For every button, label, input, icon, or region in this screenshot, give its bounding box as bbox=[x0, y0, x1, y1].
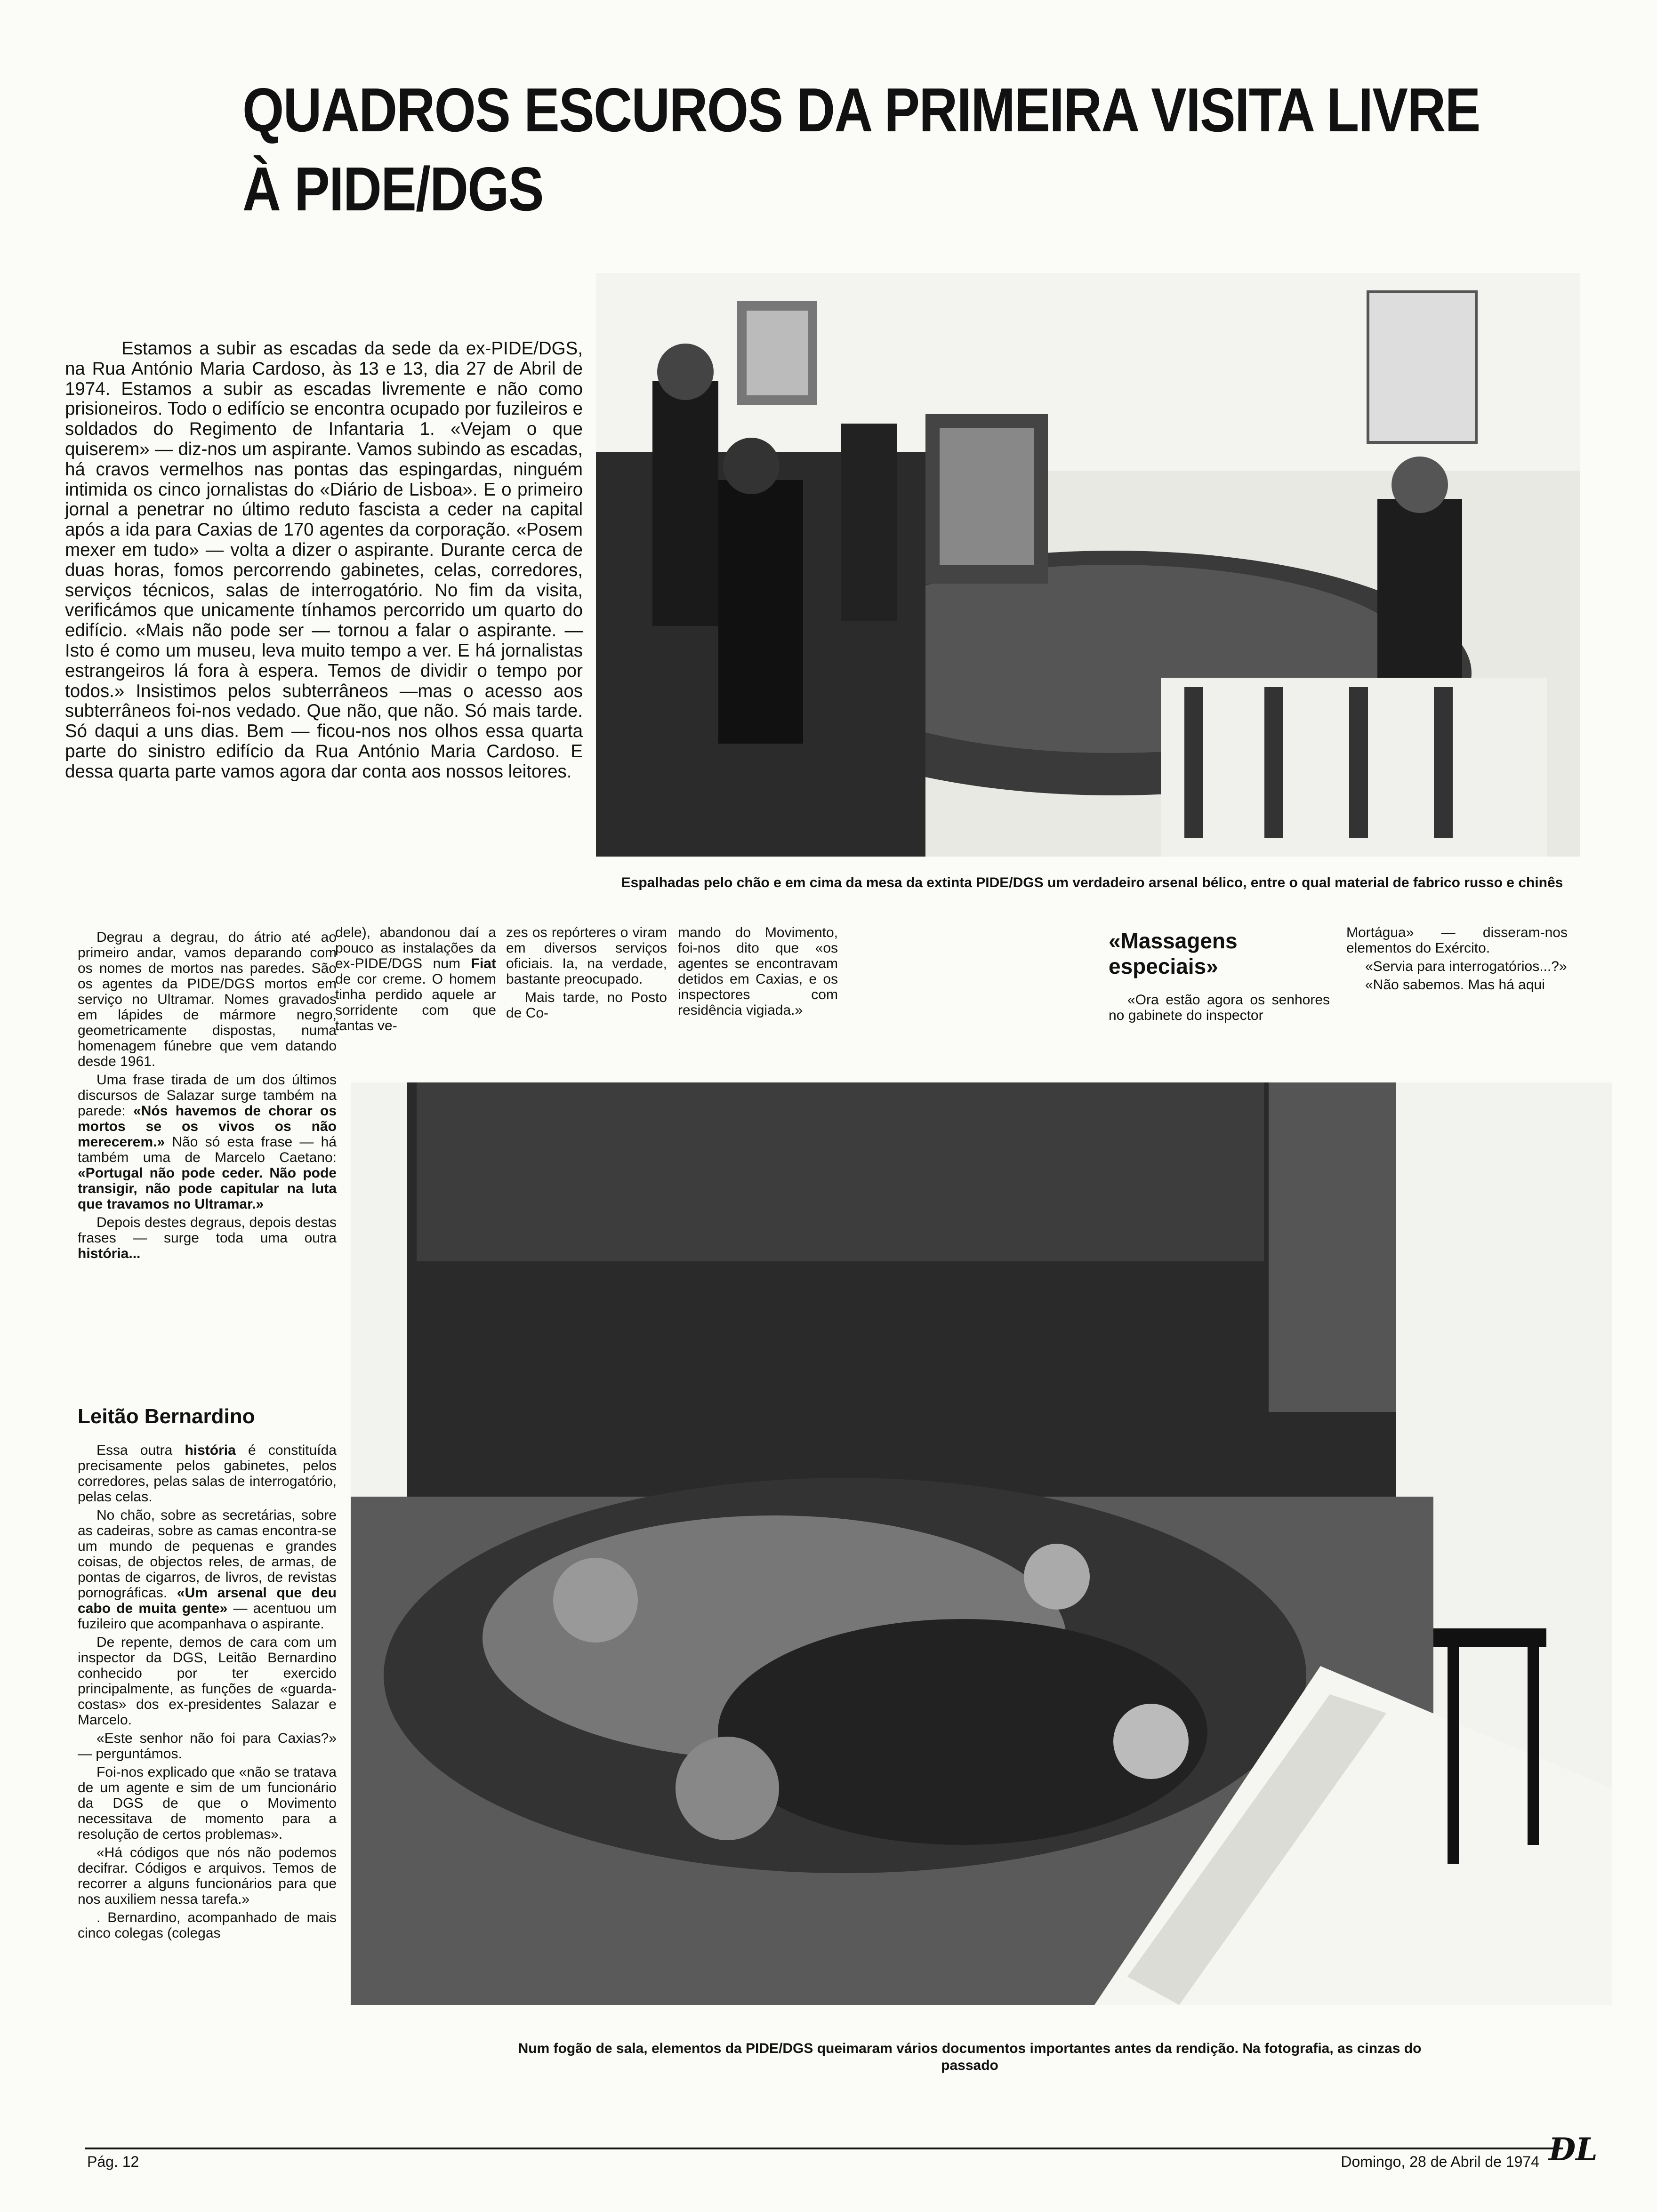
text-run: Depois destes degraus, depois destas frases — surge toda uma outra bbox=[78, 1215, 337, 1246]
column-2 bbox=[335, 925, 496, 1036]
paragraph: Mais tarde, no Posto de Co- bbox=[506, 990, 667, 1021]
paragraph: Mortágua» — disseram-nos elementos do Exército. bbox=[1346, 925, 1568, 956]
paragraph: «Há códigos que nós não podemos decifrar. Códigos e arquivos. Temos de recorrer a alguns funcionários para que nos auxiliem nessa tarefa.» bbox=[78, 1845, 337, 1907]
photo-fireplace-graphic bbox=[351, 1082, 1612, 2005]
lead-paragraph bbox=[65, 339, 583, 782]
paragraph: «Ora estão agora os senhores no gabinete do inspector bbox=[1109, 992, 1330, 1023]
paragraph: zes os repórteres o viram em diversos serviços oficiais. Ia, na verdade, bastante preocupado. bbox=[506, 925, 667, 987]
paragraph: «Servia para interrogatórios...?» bbox=[1365, 959, 1567, 974]
issue-date: Domingo, 28 de Abril de 1974 bbox=[1341, 2153, 1539, 2170]
quote-salazar: «Nós havemos de chorar os mortos se os vivos os não merecerem.» bbox=[78, 1103, 337, 1150]
headline-line2: À PIDE/DGS bbox=[242, 154, 543, 224]
text-run: No chão, sobre as secretárias, sobre as cadeiras, sobre as camas encontra-se um mundo de pequenas e grandes coisas, de objectos reles, de armas, de pontas de cigarros, de livros, de revistas pornográficas. bbox=[78, 1507, 337, 1601]
text-run: de cor creme. O homem tinha perdido aquele ar sorridente com que tantas ve- bbox=[335, 971, 496, 1034]
footer-rule bbox=[85, 2148, 1563, 2149]
photo-fireplace-ashes bbox=[351, 1082, 1612, 2005]
column-4 bbox=[678, 925, 838, 1021]
text-run: Uma frase tirada de um dos últimos discursos de Salazar surge também na parede: bbox=[78, 1072, 337, 1119]
page-number: Pág. 12 bbox=[87, 2153, 139, 2170]
photo-arsenal-graphic bbox=[596, 273, 1580, 857]
text-run-bold: Fiat bbox=[471, 956, 496, 971]
text-run-bold: história... bbox=[78, 1246, 141, 1261]
column-5 bbox=[1109, 992, 1330, 1026]
column-1-continued bbox=[78, 1443, 337, 1944]
paragraph bbox=[78, 1443, 337, 1505]
paragraph: «Este senhor não foi para Caxias?» — perguntámos. bbox=[78, 1731, 337, 1762]
lead-text: Estamos a subir as escadas da sede da ex-PIDE/DGS, na Rua António Maria Cardoso, às 13 e 13, dia 27 de Abril de 1974. Estamos a subir as escadas livremente e não como prisioneiros. Todo o edifício se encontra ocupado por fuzileiros e soldados do Regimento de Infantaria 1. «Vejam o que quiserem» — diz-nos um aspirante. Vamos subindo as escadas, há cravos vermelhos nas pontas das espingardas, ninguém intimida os cinco jornalistas do «Diário de Lisboa». E o primeiro jornal a penetrar no último reduto fascista a ceder na capital após a ida para Caxias de 170 agentes da corporação. «Posem mexer em tudo» — volta a dizer o aspirante. Durante cerca de duas horas, fomos percorrendo gabinetes, celas, corredores, serviços técnicos, salas de interrogatório. No fim da visita, verificámos que unicamente tínhamos percorrido um quarto do edifício. «Mais não pode ser — tornou a falar o aspirante. — Isto é como um museu, leva muito tempo a ver. E há jornalistas estrangeiros lá fora à espera. Temos de dividir o tempo por todos.» Insistimos pelos subterrâneos —mas o acesso aos subterrâneos foi-nos vedado. Que não, que não. Só mais tarde. Só daqui a uns dias. Bem — ficou-nos nos olhos essa quarta parte do sinistro edifício da Rua António Maria Cardoso. E dessa quarta parte vamos agora dar conta aos nossos leitores. bbox=[65, 338, 583, 782]
paragraph: . Bernardino, acompanhado de mais cinco colegas (colegas bbox=[78, 1910, 337, 1941]
paragraph: mando do Movimento, foi-nos dito que «os agentes se encontravam detidos em Caxias, e os inspectores com residência vigiada.» bbox=[678, 925, 838, 1018]
text-run: Não só esta frase — há também uma de Marcelo Caetano: bbox=[78, 1134, 337, 1165]
text-run: — acentuou um fuzileiro que acompanhava o aspirante. bbox=[78, 1601, 337, 1632]
paragraph bbox=[78, 1507, 337, 1632]
paragraph: De repente, demos de cara com um inspector da DGS, Leitão Bernardino conhecido por ter exercido principalmente, as funções de «guarda-costas» dos ex-presidentes Salazar e Marcelo. bbox=[78, 1635, 337, 1728]
newspaper-logo: DL bbox=[1549, 2131, 1598, 2168]
subheading-leitao-bernardino: Leitão Bernardino bbox=[78, 1405, 255, 1428]
text-run: dele), abandonou daí a pouco as instalações da ex-PIDE/DGS num bbox=[335, 925, 496, 971]
column-6 bbox=[1346, 925, 1568, 995]
text-run: Essa outra bbox=[97, 1443, 173, 1458]
photo-fireplace-caption: Num fogão de sala, elementos da PIDE/DGS queimaram vários documentos importantes antes da rendição. Na fotografia, as cinzas do passado bbox=[518, 2041, 1422, 2073]
photo-arsenal bbox=[596, 273, 1580, 857]
headline-line1: QUADROS ESCUROS DA PRIMEIRA VISITA LIVRE bbox=[242, 75, 1480, 144]
quote-arsenal: «Um arsenal que deu cabo de muita gente» bbox=[78, 1585, 337, 1616]
paragraph bbox=[78, 1072, 337, 1212]
text-run-bold: história bbox=[185, 1443, 236, 1458]
headline bbox=[242, 71, 1480, 229]
paragraph bbox=[78, 1215, 337, 1261]
paragraph: «Não sabemos. Mas há aqui bbox=[1365, 977, 1545, 993]
column-3 bbox=[506, 925, 667, 1024]
paragraph: Foi-nos explicado que «não se tratava de um agente e sim de um funcionário da DGS de que o Movimento necessitava de momento para a resolução de certos problemas». bbox=[78, 1764, 337, 1842]
subheading-massagens-especiais: «Massagens especiais» bbox=[1109, 929, 1238, 978]
photo-arsenal-caption: Espalhadas pelo chão e em cima da mesa da extinta PIDE/DGS um verdadeiro arsenal bélico, entre o qual material de fabrico russo e chinês bbox=[621, 875, 1563, 890]
text-run: é constituída precisamente pelos gabinetes, pelos corredores, pelas salas de interrogatório, pelas celas. bbox=[78, 1443, 337, 1505]
paragraph bbox=[335, 925, 496, 1034]
paragraph: Degrau a degrau, do átrio até ao primeiro andar, vamos deparando com os nomes de mortos nas paredes. São os agentes da PIDE/DGS mortos em serviço no Ultramar. Nomes gravados em lápides de mármore negro, geometricamente dispostas, numa homenagem fúnebre que vem datando desde 1961. bbox=[78, 930, 337, 1069]
column-1 bbox=[78, 930, 337, 1264]
quote-caetano: «Portugal não pode ceder. Não pode transigir, não pode capitular na luta que travamos no Ultramar.» bbox=[78, 1165, 337, 1212]
